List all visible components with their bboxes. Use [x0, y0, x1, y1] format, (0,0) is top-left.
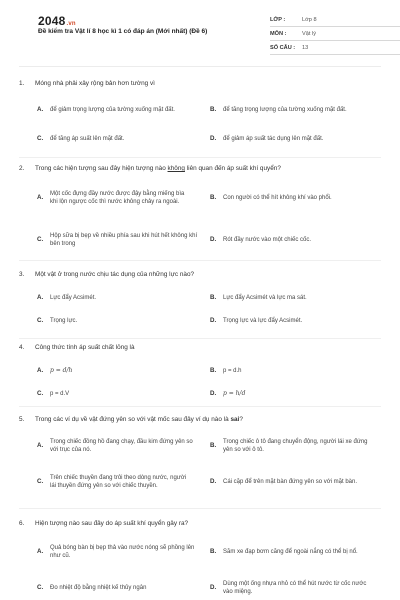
meta-key: SỐ CÂU : [270, 44, 296, 51]
option-d[interactable] [210, 390, 383, 398]
option-letter: B. [210, 194, 217, 201]
option-b[interactable] [210, 548, 373, 556]
stem-part: Trong các hiện tượng sau đây hiện tượng nào [35, 165, 168, 172]
option-letter: D. [210, 317, 217, 324]
option-letter: D. [210, 478, 217, 485]
option-letter: C. [37, 317, 44, 324]
option-a[interactable] [37, 544, 200, 560]
option-letter: D. [210, 236, 217, 243]
option-text: Trong chiếc đồng hồ đang chạy, đầu kim đứng yên so với trục của nó. [50, 439, 193, 453]
stem-part: Trong các ví dụ về vật đứng yên so với vật mốc sau đây ví dụ nào là [35, 416, 231, 423]
option-text: Đo nhiệt độ bằng nhiệt kế thủy ngân [50, 585, 147, 591]
question-6 [19, 520, 381, 595]
meta-row-count [270, 41, 400, 55]
header-divider [19, 66, 381, 67]
option-text: Một cốc đựng đầy nước được đậy bằng miếng bìa khi lộn ngược cốc thì nước không chảy ra ngoài. [50, 191, 185, 205]
option-letter: A. [37, 442, 44, 449]
option-text: Săm xe đạp bơm căng để ngoài nắng có thể bị nổ. [223, 549, 358, 555]
page-title: Đề kiểm tra Vật lí 8 học kì 1 có đáp án (Mới nhất) (Đề 6) [38, 28, 208, 35]
stem-emphasis: không [167, 165, 185, 172]
meta-row-subject [270, 27, 400, 41]
question-stem: Móng nhà phải xây rộng bản hơn tường vì [35, 80, 155, 87]
option-letter: C. [37, 584, 44, 591]
option-b[interactable] [210, 106, 378, 114]
option-letter: A. [37, 194, 44, 201]
question-number: 4. [19, 344, 25, 351]
option-letter: D. [210, 390, 217, 397]
option-letter: C. [37, 135, 44, 142]
option-a[interactable] [37, 294, 210, 302]
option-d[interactable] [210, 580, 373, 596]
divider [19, 157, 381, 158]
option-letter: B. [210, 442, 217, 449]
option-c[interactable] [37, 474, 190, 490]
option-c[interactable] [37, 390, 210, 398]
option-a[interactable] [37, 190, 190, 206]
option-text: p = d.V [50, 391, 70, 397]
option-a[interactable] [37, 438, 195, 454]
option-text: Quả bóng bàn bị bẹp thả vào nước nóng sẽ phồng lên như cũ. [50, 545, 195, 559]
logo-text: 2048 [38, 14, 66, 28]
option-letter: B. [210, 548, 217, 555]
question-number: 5. [19, 416, 25, 423]
question-2 [19, 165, 381, 247]
option-text: Trọng lực và lực đẩy Acsimét. [223, 318, 303, 324]
question-5 [19, 416, 381, 489]
question-stem [35, 416, 243, 425]
meta-row-class [270, 13, 400, 27]
option-b[interactable] [210, 194, 383, 202]
option-text: Hộp sữa bị bẹp về nhiều phía sau khi hút hết không khí bên trong [50, 233, 198, 247]
option-c[interactable] [37, 135, 210, 143]
divider [19, 338, 381, 339]
option-letter: A. [37, 367, 44, 374]
question-stem: Công thức tính áp suất chất lỏng là [35, 344, 135, 351]
question-stem: Hiện tượng nào sau đây do áp suất khí quyển gây ra? [35, 520, 189, 527]
logo-tld: .vn [66, 21, 76, 27]
question-number: 3. [19, 271, 25, 278]
option-d[interactable] [210, 317, 383, 325]
question-4 [19, 344, 381, 397]
site-logo[interactable] [38, 14, 76, 28]
option-formula: p = h/d [223, 390, 246, 397]
option-c[interactable] [37, 232, 200, 248]
meta-key: MÔN : [270, 30, 287, 37]
option-text: Cái cặp để trên mặt bàn đứng yên so với mặt bàn. [223, 479, 358, 485]
stem-emphasis: sai [230, 416, 240, 423]
option-c[interactable] [37, 584, 210, 592]
option-a[interactable] [37, 106, 200, 114]
stem-part: ? [239, 416, 243, 423]
stem-part: liên quan đến áp suất khí quyển? [184, 165, 281, 172]
question-stem [35, 165, 281, 174]
meta-value: Vật lý [302, 30, 316, 37]
option-d[interactable] [210, 135, 383, 143]
option-b[interactable] [210, 438, 378, 454]
option-text: Con người có thể hít không khí vào phổi. [223, 195, 332, 201]
meta-value: Lớp 8 [302, 16, 317, 23]
divider [19, 508, 381, 509]
question-number: 6. [19, 520, 25, 527]
option-text: Trong chiếc ô tô đang chuyển động, người lái xe đứng yên so với ô tô. [223, 439, 368, 453]
option-letter: B. [210, 367, 217, 374]
option-letter: C. [37, 236, 44, 243]
option-letter: B. [210, 294, 217, 301]
option-b[interactable] [210, 367, 383, 375]
option-text: Lực đẩy Acsimét và lực ma sát. [223, 295, 307, 301]
option-d[interactable] [210, 236, 383, 244]
option-d[interactable] [210, 478, 373, 486]
meta-value: 13 [302, 44, 309, 51]
option-letter: D. [210, 135, 217, 142]
option-letter: C. [37, 390, 44, 397]
header [19, 0, 381, 62]
option-text: để giảm áp suất tác dụng lên mặt đất. [223, 136, 324, 142]
option-formula: p = d/h [50, 367, 73, 374]
option-text: để tăng áp suất lên mặt đất. [50, 136, 125, 142]
option-text: để giảm trọng lượng của tường xuống mặt đất. [50, 107, 175, 113]
option-text: p = d.h [223, 368, 242, 374]
question-stem: Một vật ở trong nước chịu tác dụng của những lực nào? [35, 271, 195, 278]
option-text: Trọng lực. [50, 318, 78, 324]
question-number: 2. [19, 165, 25, 172]
option-letter: C. [37, 478, 44, 485]
option-text: Trên chiếc thuyền đang trôi theo dòng nước, người lái thuyền đứng yên so với chiếc thuyền. [50, 475, 187, 489]
option-letter: B. [210, 106, 217, 113]
option-letter: A. [37, 548, 44, 555]
option-letter: D. [210, 584, 217, 591]
option-c[interactable] [37, 317, 210, 325]
option-text: Rót đầy nước vào một chiếc cốc. [223, 237, 311, 243]
option-b[interactable] [210, 294, 383, 302]
meta-key: LỚP : [270, 16, 286, 23]
option-letter: A. [37, 106, 44, 113]
exam-meta [270, 13, 400, 55]
divider [19, 406, 381, 407]
option-text: Lực đẩy Acsimét. [50, 295, 97, 301]
question-1 [19, 80, 381, 142]
option-letter: A. [37, 294, 44, 301]
question-3 [19, 271, 381, 324]
question-number: 1. [19, 80, 25, 87]
option-a[interactable] [37, 367, 210, 375]
option-text: để tăng trọng lượng của tường xuống mặt đất. [223, 107, 347, 113]
option-text: Dùng một ống nhựa nhỏ có thể hút nước từ cốc nước vào miệng. [223, 581, 367, 595]
divider [19, 260, 381, 261]
